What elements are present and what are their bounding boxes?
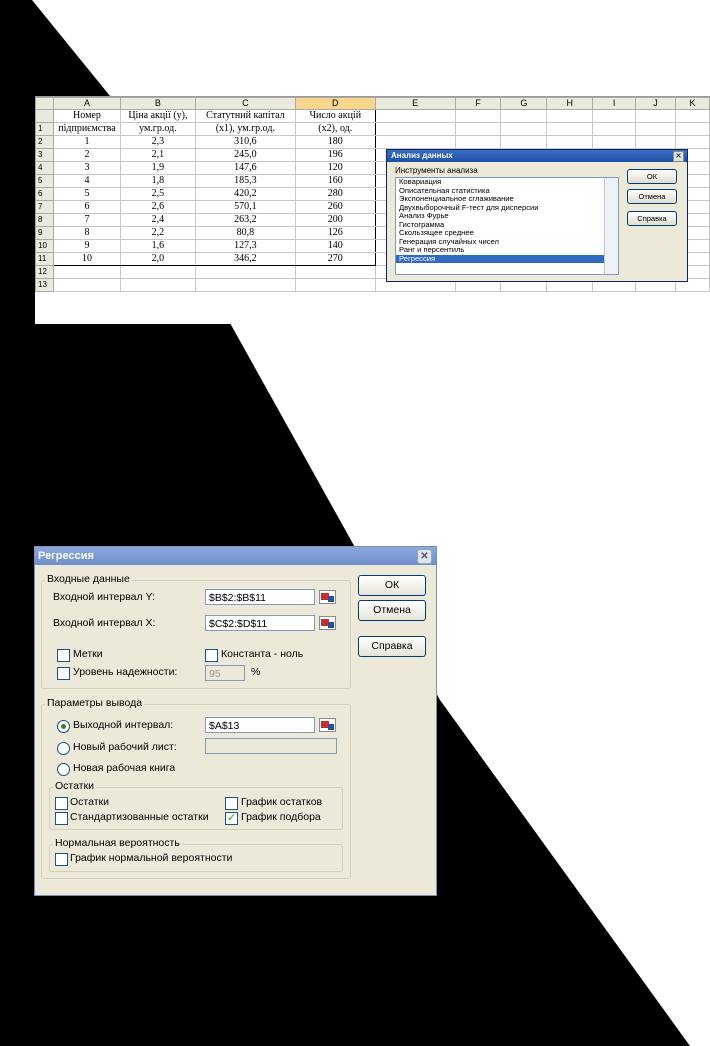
- row-header[interactable]: 6: [36, 188, 54, 201]
- column-header[interactable]: F: [455, 98, 501, 110]
- cell[interactable]: 120: [295, 162, 375, 175]
- output-range-field[interactable]: $A$13: [205, 717, 315, 733]
- regression-formula: ŷ = 1,7967 + 0,0013x₁ + 0,0023x₂: [38, 1006, 273, 1025]
- list-item[interactable]: Экспоненциальное сглаживание: [399, 194, 514, 203]
- percent-label: %: [251, 666, 261, 678]
- cell[interactable]: [375, 110, 455, 123]
- cell[interactable]: 2,3: [120, 136, 195, 149]
- cell[interactable]: 127,3: [195, 240, 295, 253]
- cell[interactable]: [547, 110, 593, 123]
- cell[interactable]: [375, 123, 455, 136]
- input-x-field[interactable]: $C$2:$D$11: [205, 615, 315, 631]
- residuals-group-label: Остатки: [55, 780, 94, 792]
- row-header[interactable]: [36, 110, 54, 123]
- const-zero-checkbox[interactable]: [205, 649, 218, 662]
- cell[interactable]: Номер: [53, 110, 120, 123]
- new-book-radio[interactable]: [57, 763, 70, 776]
- cell[interactable]: [455, 110, 501, 123]
- residuals-checkbox-label: Остатки: [70, 796, 109, 808]
- cell[interactable]: [593, 123, 636, 136]
- cell[interactable]: [676, 110, 710, 123]
- cell[interactable]: [195, 266, 295, 279]
- input-y-field[interactable]: $B$2:$B$11: [205, 589, 315, 605]
- confidence-checkbox-label: Уровень надежности:: [73, 666, 178, 678]
- close-icon[interactable]: ✕: [673, 151, 684, 162]
- cell[interactable]: 80,8: [195, 227, 295, 240]
- cancel-button[interactable]: Отмена: [627, 189, 677, 204]
- cancel-button[interactable]: Отмена: [358, 600, 426, 621]
- cell[interactable]: 570,1: [195, 201, 295, 214]
- list-item[interactable]: Регрессия: [396, 255, 618, 264]
- confidence-field[interactable]: 95: [205, 665, 245, 681]
- list-item[interactable]: Генерация случайных чисел: [399, 236, 499, 246]
- cell[interactable]: 2: [53, 149, 120, 162]
- cell[interactable]: 310,6: [195, 136, 295, 149]
- std-residuals-checkbox-label: Стандартизованные остатки: [70, 811, 209, 823]
- column-header[interactable]: H: [547, 98, 593, 110]
- column-header[interactable]: E: [375, 98, 455, 110]
- row-header[interactable]: 7: [36, 201, 54, 214]
- cell[interactable]: 263,2: [195, 214, 295, 227]
- cell[interactable]: 420,2: [195, 188, 295, 201]
- row-header[interactable]: 11: [36, 253, 54, 266]
- cell[interactable]: 147,6: [195, 162, 295, 175]
- cell[interactable]: [547, 136, 593, 149]
- analysis-dialog-titlebar[interactable]: [387, 150, 687, 162]
- list-item[interactable]: Гистограмма: [399, 219, 445, 229]
- cell[interactable]: [455, 123, 501, 136]
- regression-dialog-title: Регрессия: [38, 550, 94, 562]
- row-header[interactable]: 2: [36, 136, 54, 149]
- cell[interactable]: 5: [53, 188, 120, 201]
- fit-plot-checkbox[interactable]: [225, 812, 238, 825]
- cell[interactable]: [375, 136, 455, 149]
- const-zero-checkbox-label: Константа - ноль: [221, 648, 304, 660]
- cell[interactable]: 10: [53, 253, 120, 266]
- normal-probability-group-label: Нормальная вероятность: [55, 837, 180, 849]
- labels-checkbox[interactable]: [57, 649, 70, 662]
- range-select-icon[interactable]: [319, 590, 336, 604]
- residuals-checkbox[interactable]: [55, 797, 68, 810]
- new-sheet-radio[interactable]: [57, 742, 70, 755]
- cell[interactable]: Статутний капітал: [195, 110, 295, 123]
- row-header[interactable]: 8: [36, 214, 54, 227]
- range-select-icon[interactable]: [319, 718, 336, 732]
- labels-checkbox-label: Метки: [73, 648, 103, 660]
- cell[interactable]: [295, 279, 375, 292]
- cell[interactable]: [547, 123, 593, 136]
- cell[interactable]: 160: [295, 175, 375, 188]
- cell[interactable]: 185,3: [195, 175, 295, 188]
- list-item[interactable]: Анализ Фурье: [399, 211, 449, 220]
- cell[interactable]: 126: [295, 227, 375, 240]
- cell[interactable]: 1: [53, 136, 120, 149]
- analysis-dialog-title: Анализ данных: [391, 151, 453, 160]
- cell[interactable]: [676, 123, 710, 136]
- row-header[interactable]: 10: [36, 240, 54, 253]
- cell[interactable]: 7: [53, 214, 120, 227]
- row-header[interactable]: 13: [36, 279, 54, 292]
- row-header[interactable]: 1: [36, 123, 54, 136]
- listbox-scrollbar[interactable]: [604, 178, 618, 274]
- output-range-label: Выходной интервал:: [73, 719, 174, 731]
- cell[interactable]: 280: [295, 188, 375, 201]
- row-header[interactable]: 9: [36, 227, 54, 240]
- tools-label: Инструменты анализа: [395, 166, 478, 175]
- cell[interactable]: 3: [53, 162, 120, 175]
- table-row: [36, 123, 710, 136]
- cell[interactable]: [676, 136, 710, 149]
- std-residuals-checkbox[interactable]: [55, 812, 68, 825]
- cell[interactable]: Число акцій: [295, 110, 375, 123]
- cell[interactable]: 196: [295, 149, 375, 162]
- cell[interactable]: [636, 136, 676, 149]
- column-header[interactable]: D: [295, 98, 375, 110]
- cell[interactable]: [593, 110, 636, 123]
- cell[interactable]: [636, 110, 676, 123]
- regression-dialog-titlebar[interactable]: [35, 547, 436, 565]
- cell[interactable]: [195, 279, 295, 292]
- cell[interactable]: 9: [53, 240, 120, 253]
- cell[interactable]: 2,0: [120, 253, 195, 266]
- cell[interactable]: [120, 266, 195, 279]
- cell[interactable]: [501, 136, 547, 149]
- new-sheet-field[interactable]: [205, 738, 337, 754]
- cell[interactable]: 8: [53, 227, 120, 240]
- table-row: [36, 136, 710, 149]
- cell[interactable]: 1,8: [120, 175, 195, 188]
- column-header[interactable]: J: [636, 98, 676, 110]
- cell[interactable]: [501, 123, 547, 136]
- confidence-checkbox[interactable]: [57, 667, 70, 680]
- cell[interactable]: 2,6: [120, 201, 195, 214]
- cell[interactable]: (x1), ум.гр.од.: [195, 123, 295, 136]
- cell[interactable]: 270: [295, 253, 375, 266]
- cell[interactable]: 346,2: [195, 253, 295, 266]
- residual-plot-checkbox[interactable]: [225, 797, 238, 810]
- column-header[interactable]: B: [120, 98, 195, 110]
- ok-button[interactable]: ОК: [627, 169, 677, 184]
- cell[interactable]: [501, 110, 547, 123]
- input-x-label: Входной интервал X:: [53, 617, 156, 629]
- column-header[interactable]: K: [676, 98, 710, 110]
- list-item[interactable]: Ковариация: [399, 177, 442, 186]
- row-header[interactable]: 5: [36, 175, 54, 188]
- row-header[interactable]: 12: [36, 266, 54, 279]
- cell[interactable]: Ціна акції (y),: [120, 110, 195, 123]
- new-sheet-label: Новый рабочий лист:: [73, 741, 177, 753]
- ok-button[interactable]: ОК: [358, 575, 426, 596]
- column-header-row: [36, 98, 710, 110]
- row-header[interactable]: 3: [36, 149, 54, 162]
- help-button[interactable]: Справка: [627, 211, 677, 226]
- residual-plot-checkbox-label: График остатков: [241, 796, 323, 808]
- table-row: [36, 110, 710, 123]
- cell[interactable]: 260: [295, 201, 375, 214]
- list-item[interactable]: Двухвыборочный F-тест для дисперсии: [399, 202, 539, 212]
- range-select-icon[interactable]: [319, 616, 336, 630]
- list-item[interactable]: Скользящее среднее: [399, 228, 474, 237]
- cell[interactable]: 2,2: [120, 227, 195, 240]
- cell[interactable]: [53, 266, 120, 279]
- cell[interactable]: 180: [295, 136, 375, 149]
- cell[interactable]: [636, 123, 676, 136]
- output-group-label: Параметры вывода: [47, 697, 143, 709]
- new-book-label: Новая рабочая книга: [73, 762, 176, 774]
- cell[interactable]: 1,6: [120, 240, 195, 253]
- close-icon[interactable]: ✕: [417, 549, 432, 564]
- tools-listbox[interactable]: [395, 177, 619, 275]
- cell[interactable]: 2,5: [120, 188, 195, 201]
- regression-dialog: [34, 546, 437, 896]
- cell[interactable]: ум.гр.од.: [120, 123, 195, 136]
- cell[interactable]: 2,4: [120, 214, 195, 227]
- column-header[interactable]: G: [501, 98, 547, 110]
- output-range-radio[interactable]: [57, 720, 70, 733]
- analysis-dialog: [386, 149, 688, 282]
- cell[interactable]: [295, 266, 375, 279]
- cell[interactable]: 6: [53, 201, 120, 214]
- cell[interactable]: 140: [295, 240, 375, 253]
- fit-plot-checkbox-label: График подбора: [241, 811, 321, 823]
- cell[interactable]: 2,1: [120, 149, 195, 162]
- column-header[interactable]: I: [593, 98, 636, 110]
- normal-plot-checkbox-label: График нормальной вероятности: [70, 852, 233, 864]
- cell[interactable]: підприємства: [53, 123, 120, 136]
- input-group-label: Входные данные: [47, 573, 130, 585]
- cell[interactable]: 200: [295, 214, 375, 227]
- cell[interactable]: [455, 136, 501, 149]
- cell[interactable]: 1,9: [120, 162, 195, 175]
- normal-plot-checkbox[interactable]: [55, 853, 68, 866]
- row-header[interactable]: 4: [36, 162, 54, 175]
- cell[interactable]: [53, 279, 120, 292]
- list-item[interactable]: Ранг и персентиль: [399, 245, 465, 254]
- column-header[interactable]: A: [53, 98, 120, 110]
- cell[interactable]: 4: [53, 175, 120, 188]
- input-y-label: Входной интервал Y:: [53, 591, 155, 603]
- column-header[interactable]: C: [195, 98, 295, 110]
- corner-cell[interactable]: [36, 98, 54, 110]
- cell[interactable]: 245,0: [195, 149, 295, 162]
- cell[interactable]: [120, 279, 195, 292]
- help-button[interactable]: Справка: [358, 636, 426, 657]
- cell[interactable]: (x2), од.: [295, 123, 375, 136]
- list-item[interactable]: Описательная статистика: [399, 185, 490, 195]
- cell[interactable]: [593, 136, 636, 149]
- residuals-group: [49, 787, 343, 830]
